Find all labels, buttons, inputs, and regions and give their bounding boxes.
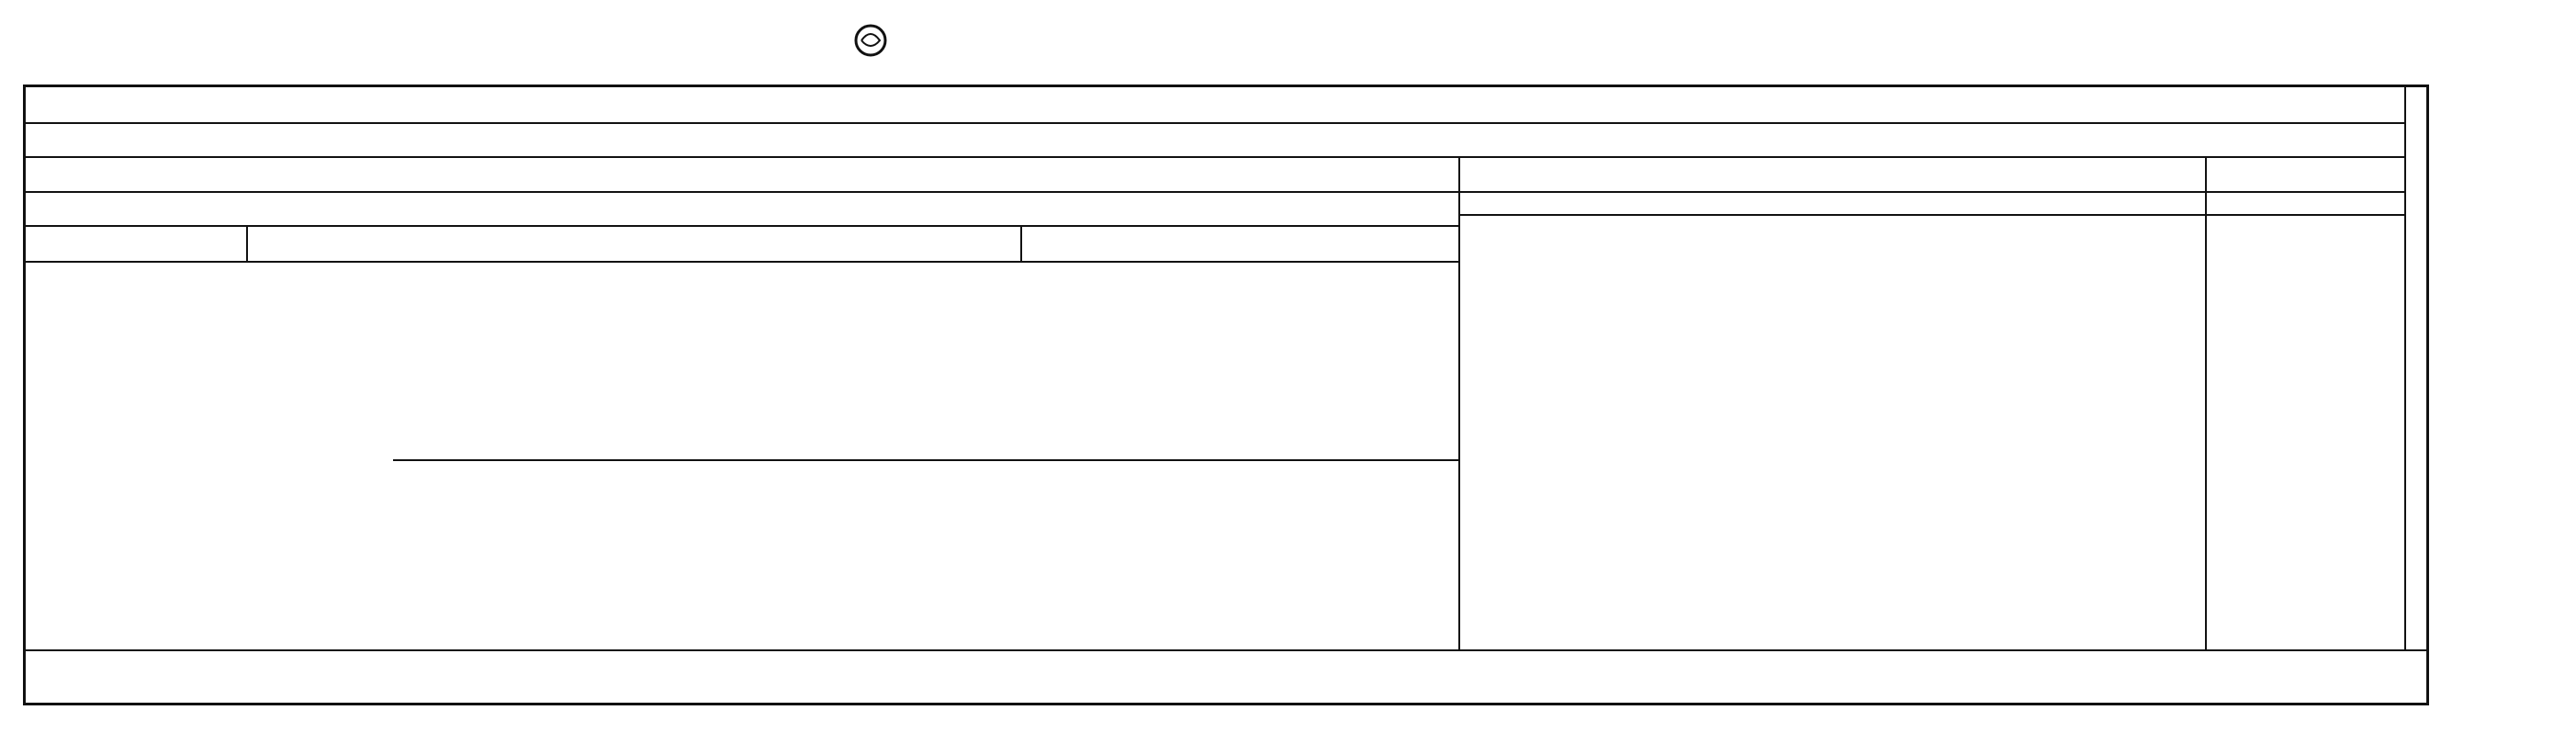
delivery-form bbox=[23, 85, 2429, 705]
barcode bbox=[1497, 13, 2232, 77]
certipostal-logo-icon bbox=[843, 20, 898, 72]
